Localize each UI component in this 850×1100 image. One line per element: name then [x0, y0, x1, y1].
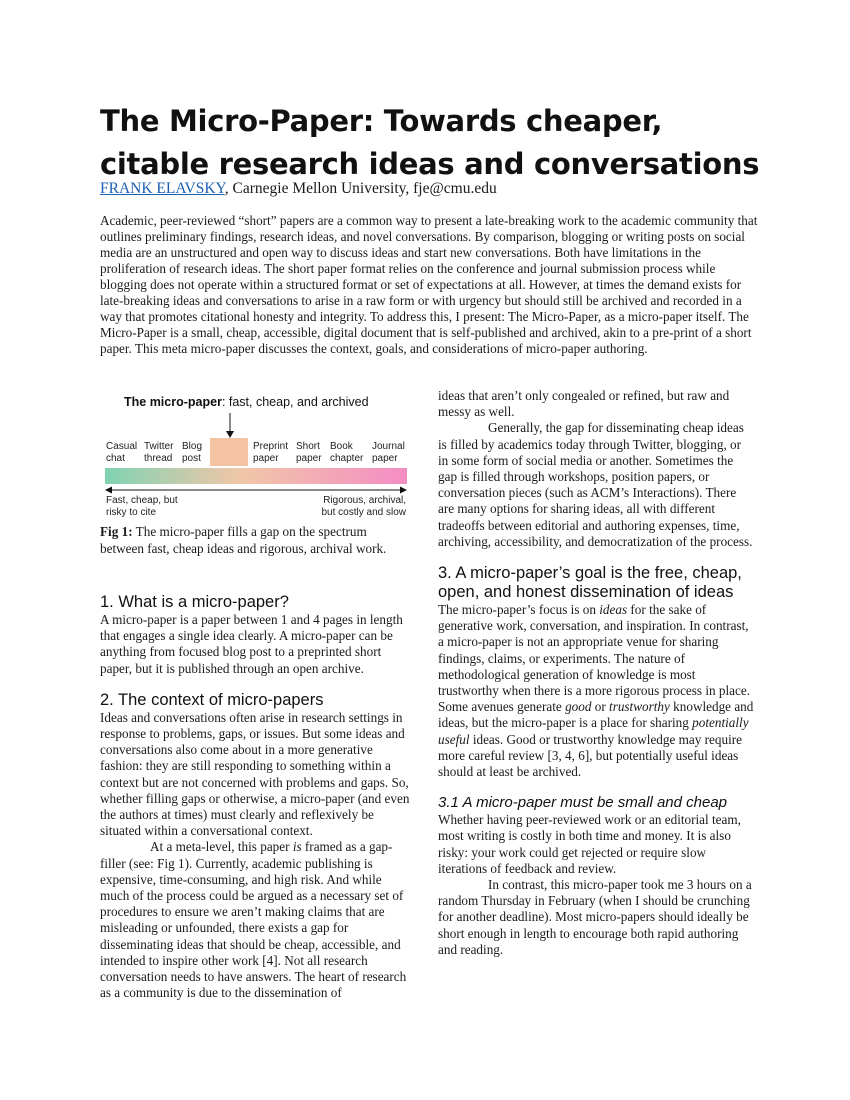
pointer-arrow-head: [226, 431, 234, 438]
figure-heading: [124, 395, 369, 409]
section-3-paragraph: [438, 602, 754, 780]
category-label-7a: Journal: [372, 441, 405, 452]
right-column: [438, 388, 754, 958]
paper-title: The Micro-Paper: Towards cheaper, citable research ideas and conversations: [100, 104, 760, 181]
author-name-link[interactable]: FRANK ELAVSKY: [100, 180, 225, 197]
section-1-heading: 1. What is a micro-paper?: [100, 593, 289, 611]
section-2-p2-part-b: framed as a gap-filler (see: Fig 1). Currently, academic publishing is expensive, time-consuming, and high risk. And while much of the process could be argued as a necessary set of procedures to ensure we aren’t making claims that are misleading or unfounded, there exists a gap for disseminating ideas that should be cheap, accessible, and intended to inspire other work [4]. Not all research conversation needs to have answers. The heart of research as a community is due to the dissemination of: [100, 839, 407, 1001]
spectrum-gradient-bar: [105, 468, 407, 484]
section-3-1-paragraph-1: Whether having peer-reviewed work or an editorial team, most writing is costly in both time and money. It is also risky: your work could get rejected or require slow iterations of feedback and review.: [438, 812, 741, 876]
section-1-paragraph: A micro-paper is a paper between 1 and 4 pages in length that engages a single idea clearly. A micro-paper can be anything from focused blog post to a preprinted short paper, but it is published through an open archive.: [100, 612, 403, 676]
s3-em-trustworthy: trustworthy: [609, 699, 670, 715]
category-label-2b: thread: [144, 453, 173, 464]
figure-caption: [100, 524, 410, 557]
figure-1: [100, 389, 412, 519]
s3-em-good: good: [565, 699, 592, 715]
micro-paper-gap-highlight: [210, 438, 248, 466]
section-2-p2-emphasis: is: [292, 839, 302, 855]
s3-part-d: knowledge and ideas, but the micro-paper is a place for sharing: [438, 699, 754, 731]
figure-caption-label: Fig 1:: [100, 524, 133, 539]
figure-heading-bold: The micro-paper: [124, 395, 222, 409]
left-end-label-2: risky to cite: [106, 507, 157, 518]
s3-part-a: The micro-paper’s focus is on: [438, 602, 600, 618]
figure-heading-rest: : fast, cheap, and archived: [221, 395, 369, 409]
category-label-6b: chapter: [330, 453, 364, 464]
right-end-label-2: but costly and slow: [321, 507, 406, 518]
section-3-1-paragraph-2: In contrast, this micro-paper took me 3 hours on a random Thursday in February (when I should be crunching for another deadline). Most micro-papers should ideally be short enough in length to encourage both rapid authoring and reading.: [438, 877, 752, 957]
category-label-6a: Book: [330, 441, 353, 452]
section-2-paragraph-2: [100, 839, 412, 1001]
abstract: Academic, peer-reviewed “short” papers are a common way to present a late-breaking work to the academic community that outlines preliminary findings, research ideas, and novel conversations. By comparison, blogging or writing posts on social media are an unstructured and open way to discuss ideas and start new conversations. Both have limitations in the proliferation of research ideas. The short paper format relies on the conference and journal submission process while blogging does not operate within a structured format or set of expectations at all. However, at times the demand exists for late-breaking ideas and conversations to arise in a raw form or with urgency but should still be archived and recorded in a way that promotes citational honesty and integrity. To address this, I present: The Micro-Paper, as a micro-paper itself. The Micro-Paper is a small, cheap, accessible, digital document that is self-published and archived, akin to a pre-print of a short paper. This meta micro-paper discusses the context, goals, and considerations of micro-paper authoring.: [100, 213, 758, 357]
category-label-3a: Blog: [182, 441, 203, 452]
section-3-heading: 3. A micro-paper’s goal is the free, cheap, open, and honest dissemination of ideas: [438, 564, 742, 602]
continued-paragraph: ideas that aren’t only congealed or refined, but raw and messy as well.: [438, 388, 730, 420]
section-2-p2-part-a: At a meta-level, this paper: [150, 839, 293, 855]
category-label-5b: paper: [296, 453, 322, 464]
s3-em-ideas: ideas: [599, 602, 628, 618]
figure-caption-text: The micro-paper fills a gap on the spectrum between fast, cheap ideas and rigorous, archival work.: [100, 524, 387, 556]
axis-arrow-right: [400, 487, 407, 494]
category-label-4a: Preprint: [253, 441, 289, 452]
category-label-2a: Twitter: [144, 441, 174, 452]
category-label-1a: Casual: [106, 441, 138, 452]
category-label-7b: paper: [372, 453, 398, 464]
category-label-3b: post: [182, 453, 201, 464]
section-2-heading: 2. The context of micro-papers: [100, 690, 324, 709]
s3-part-c: or: [591, 699, 610, 715]
category-label-5a: Short: [296, 441, 320, 452]
section-2-paragraph-1: Ideas and conversations often arise in research settings in response to problems, gaps, or issues. But some ideas and conversations also come about in a more generative fashion: they are still responding to something within a context but are not concerned with problems and gaps. So, whether filling gaps or otherwise, a micro-paper (and even the authors at times) must clearly and reflexively be situated within a conversational context.: [100, 709, 410, 839]
section-2-paragraph-3: Generally, the gap for disseminating cheap ideas is filled by academics today through Twitter, blogging, or in some form of social media or another. Sometimes the gap is filled through workshops, position papers, or conversation pieces (such as ACM’s Interactions). There are many options for sharing ideas, all with different tradeoffs between editorial and authoring expenses, time, archiving, accessibility, and democratization of the process.: [438, 420, 753, 549]
spectrum-diagram: [100, 389, 412, 519]
s3-part-b: for the sake of generative work, conversation, and inspiration. In contrast, a micro-paper is not an appropriate venue for sharing findings, claims, or experiments. The nature of methodological generation of knowledge is most trustworthy when there is a more rigorous process in place. Some avenues generate: [438, 602, 751, 715]
category-labels: [106, 441, 405, 464]
axis-arrow-left: [105, 487, 112, 494]
s3-part-e: ideas. Good or trustworthy knowledge may require more careful review [3, 4, 6], but potentially useful ideas should at least be archived.: [438, 731, 742, 780]
left-column: [100, 593, 412, 1001]
author-line: [100, 179, 497, 199]
left-end-label-1: Fast, cheap, but: [106, 495, 178, 506]
axis-end-labels: [106, 495, 407, 518]
right-end-label-1: Rigorous, archival,: [323, 495, 406, 506]
category-label-4b: paper: [253, 453, 279, 464]
section-3-1-heading: 3.1 A micro-paper must be small and cheap: [438, 794, 728, 812]
s3-em-potentially-useful: potentially useful: [438, 715, 749, 747]
category-label-1b: chat: [106, 453, 125, 464]
author-affiliation: , Carnegie Mellon University, fje@cmu.edu: [224, 180, 497, 197]
